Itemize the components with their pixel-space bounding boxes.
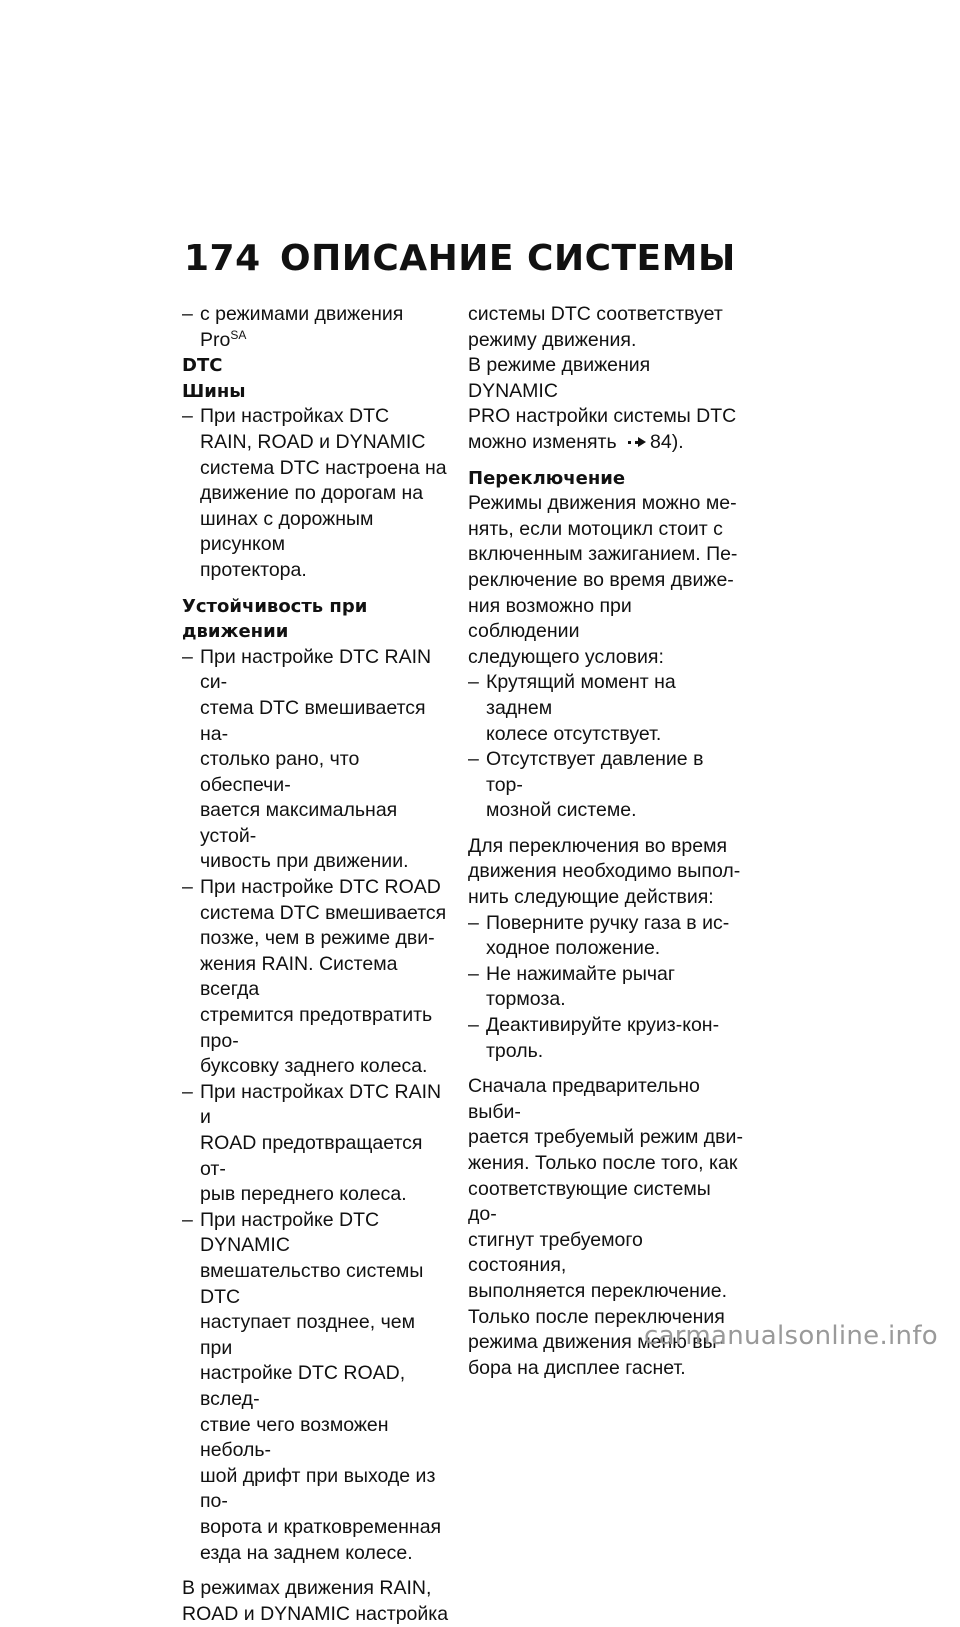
- list-item-line: вмешательство системы DTC: [200, 1259, 424, 1308]
- heading-stability-line: движении: [182, 621, 289, 643]
- page-header: [184, 238, 736, 279]
- list-item-line: жения RAIN. Система всегда: [200, 952, 398, 1001]
- text-line: Сначала предварительно выби-: [468, 1075, 700, 1123]
- list-item: [468, 911, 743, 962]
- heading-dtc: DTC: [182, 355, 223, 377]
- list-item-line: троль.: [486, 1039, 544, 1062]
- intro-line: [182, 302, 452, 353]
- list-item-line: буксовку заднего колеса.: [200, 1055, 428, 1078]
- text-line: соответствующие системы до-: [468, 1177, 711, 1226]
- list-item: [468, 962, 743, 1013]
- list-item-line: протектора.: [200, 558, 307, 581]
- list-item-line: Поверните ручку газа в ис-: [486, 911, 730, 934]
- list-item-line: ворота и кратковременная: [200, 1515, 442, 1538]
- list-dash: –: [182, 303, 193, 325]
- text-line: режима движения меню вы-: [468, 1331, 724, 1354]
- list-item-line: езда на заднем колесе.: [200, 1541, 413, 1564]
- text-line: В режимах движения RAIN,: [182, 1577, 432, 1600]
- list-item-line: столько рано, что обеспечи-: [200, 748, 360, 796]
- text-line: движения необходимо выпол-: [468, 860, 741, 883]
- list-item-line: Отсутствует давление в тор-: [486, 748, 704, 796]
- text-line: ROAD и DYNAMIC настройка: [182, 1602, 449, 1625]
- list-dash: –: [182, 1080, 193, 1103]
- list-item-line: наступает позднее, чем при: [200, 1311, 415, 1359]
- text-line: Для переключения во время: [468, 834, 728, 857]
- list-dash: –: [468, 1014, 479, 1037]
- list-dash: –: [182, 405, 193, 428]
- action-intro-paragraph: [468, 834, 743, 911]
- list-item-line: RAIN, ROAD и DYNAMIC: [200, 430, 426, 453]
- list-item-line: движение по дорогам на: [200, 482, 424, 505]
- intro-text: с режимами движения Pro: [200, 303, 404, 351]
- right-column: [468, 302, 743, 1381]
- list-item-line: стема DTC вмешивается на-: [200, 696, 426, 745]
- page-reference: 84).: [650, 430, 684, 453]
- watermark: carmanualsonline.info: [643, 1321, 938, 1351]
- list-item: [182, 1208, 452, 1566]
- text-line: реключение во время движе-: [468, 568, 734, 591]
- list-item: [182, 645, 452, 875]
- list-dash: –: [182, 645, 193, 668]
- list-dash: –: [468, 962, 479, 985]
- sa-superscript: SA: [230, 327, 247, 342]
- list-item: [182, 875, 452, 1080]
- list-item: [468, 1013, 743, 1064]
- section-title: ОПИСАНИЕ СИСТЕМЫ: [280, 238, 736, 279]
- left-column: [182, 302, 452, 1627]
- list-item-line: Не нажимайте рычаг тормоза.: [486, 962, 675, 1011]
- heading-switching: Переключение: [468, 467, 626, 489]
- list-item-line: система DTC настроена на: [200, 456, 447, 479]
- text-line: В режиме движения DYNAMIC: [468, 354, 651, 402]
- text-line: нить следующие действия:: [468, 886, 714, 909]
- list-dash: –: [468, 911, 479, 934]
- condition-list: [468, 670, 743, 824]
- text-line: рается требуемый режим дви-: [468, 1126, 743, 1149]
- list-item-line: рыв переднего колеса.: [200, 1183, 407, 1206]
- list-item-line: При настройках DTC RAIN и: [200, 1080, 442, 1129]
- list-item-line: При настройке DTC ROAD: [200, 876, 441, 899]
- list-item-line: Деактивируйте круиз-кон-: [486, 1014, 720, 1037]
- switching-paragraph: [468, 491, 743, 670]
- text-line: Режимы движения можно ме-: [468, 492, 737, 515]
- list-dash: –: [182, 1208, 193, 1231]
- text-line: жения. Только после того, как: [468, 1152, 738, 1174]
- list-item-line: колесе отсутствует.: [486, 722, 662, 745]
- text-line: нять, если мотоцикл стоит с: [468, 517, 723, 540]
- text-line: PRO настройки системы DTC: [468, 405, 737, 428]
- text-line: стигнут требуемого состояния,: [468, 1228, 643, 1277]
- heading-stability-line: Устойчивость при: [182, 595, 368, 617]
- list-item-line: шинах с дорожным рисунком: [200, 507, 374, 556]
- stability-list: [182, 645, 452, 1566]
- page-number: 174: [184, 238, 261, 279]
- list-item-line: шой дрифт при выходе из по-: [200, 1464, 436, 1513]
- tyres-list: [182, 404, 452, 583]
- pro-last-text: можно изменять: [468, 430, 617, 453]
- text-line: Только после переключения: [468, 1305, 725, 1328]
- list-item: [182, 404, 452, 583]
- pro-last-line: [468, 430, 743, 456]
- list-item-line: ствие чего возможен неболь-: [200, 1413, 389, 1462]
- list-dash: –: [468, 671, 479, 694]
- list-item-line: настройке DTC ROAD, вслед-: [200, 1362, 406, 1410]
- heading-tyres: Шины: [182, 380, 246, 402]
- list-item: [182, 1080, 452, 1208]
- list-item-line: чивость при движении.: [200, 850, 409, 873]
- list-item: [468, 670, 743, 747]
- list-item-line: вается максимальная устой-: [200, 799, 398, 847]
- list-item-line: ходное положение.: [486, 937, 661, 960]
- list-dash: –: [182, 876, 193, 899]
- continuation-paragraph: [468, 302, 743, 353]
- list-item-line: При настройках DTC: [200, 405, 390, 428]
- list-item: [468, 747, 743, 824]
- list-item-line: ROAD предотвращается от-: [200, 1132, 423, 1180]
- list-item-line: стремится предотвратить про-: [200, 1004, 433, 1052]
- list-item-line: позже, чем в режиме дви-: [200, 927, 435, 950]
- text-line: ния возможно при соблюдении: [468, 594, 632, 643]
- list-item-line: мозной системе.: [486, 799, 637, 822]
- text-line: режиму движения.: [468, 328, 637, 351]
- list-item-line: При настройке DTC RAIN си-: [200, 645, 432, 694]
- heading-stability: [182, 594, 452, 645]
- list-item-line: система DTC вмешивается: [200, 901, 447, 924]
- pro-paragraph: [468, 353, 743, 455]
- text-line: следующего условия:: [468, 645, 664, 668]
- list-item-line: При настройке DTC DYNAMIC: [200, 1208, 380, 1257]
- list-dash: –: [468, 748, 479, 771]
- closing-paragraph: [182, 1576, 452, 1627]
- arrow-reference-icon: [628, 436, 646, 448]
- action-list: [468, 911, 743, 1065]
- text-line: системы DTC соответствует: [468, 303, 723, 325]
- text-line: выполняется переключение.: [468, 1279, 728, 1302]
- pro-lines: [468, 353, 743, 430]
- list-item-line: Крутящий момент на заднем: [486, 671, 676, 719]
- text-line: бора на дисплее гаснет.: [468, 1356, 686, 1379]
- text-line: включенным зажиганием. Пе-: [468, 543, 738, 566]
